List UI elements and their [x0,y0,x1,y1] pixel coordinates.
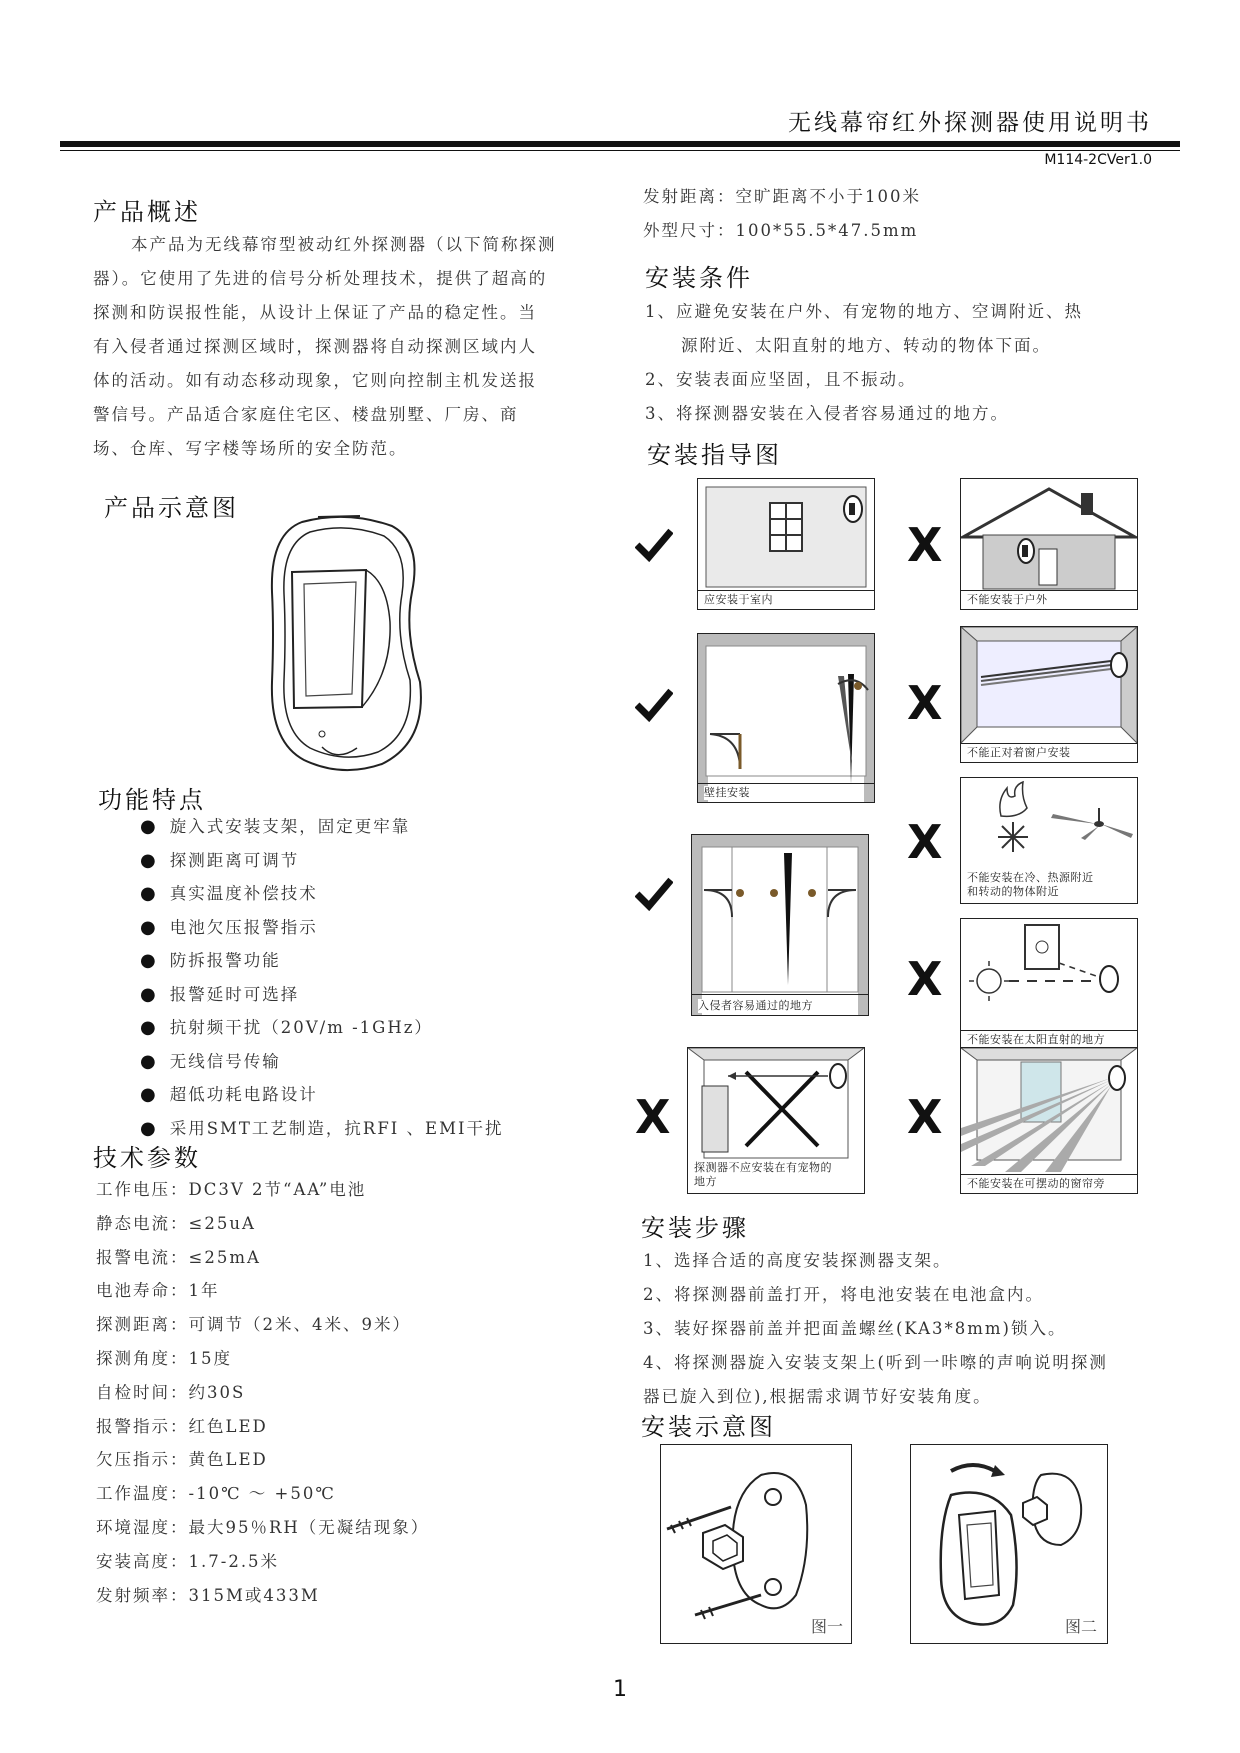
caption-multiline [694,1161,832,1189]
condition-line: 3、将探测器安装在入侵者容易通过的地方。 [645,404,1009,423]
feature-item: ● 采用SMT工艺制造，抗RFI 、EMI干扰 [140,1112,504,1146]
mount-diagram-heading: 安装示意图 [641,1413,776,1441]
spec-item: 工作温度：-10℃ ～ +50℃ [96,1484,336,1504]
specs-continued [643,180,921,248]
x-mark: X [907,676,943,730]
overview-line: 场、仓库、写字楼等场所的安全防范。 [93,439,408,458]
spec-item: 探测距离：可调节（2米、4米、9米） [96,1315,411,1335]
check-mark-icon [635,874,673,912]
mount-figure-2 [910,1444,1108,1644]
guide-panel-outdoor [960,478,1138,610]
feature-item: ● 电池欠压报警指示 [140,911,504,945]
features-list [140,810,504,1145]
overview-line: 体的活动。如有动态移动现象，它则向控制主机发送报 [93,371,537,390]
spec-item: 安装高度：1.7-2.5米 [96,1551,280,1571]
spec-item: 发射频率：315M或433M [96,1585,320,1605]
caption: 不能安装在可摆动的窗帘旁 [967,1177,1105,1190]
passage-illustration [692,835,868,1015]
product-diagram-heading: 产品示意图 [104,494,239,522]
conditions-text [645,295,1165,431]
caption: 地方 [694,1175,717,1188]
caption-divider [961,1174,1137,1175]
overview-line: 本产品为无线幕帘型被动红外探测器（以下简称探测 [131,235,557,254]
detector-product-drawing [262,512,432,774]
overview-line: 警信号。产品适合家庭住宅区、楼盘别墅、厂房、商 [93,405,519,424]
feature-item: ● 旋入式安装支架，固定更牢靠 [140,810,504,844]
overview-text [93,228,613,466]
feature-item: ● 探测距离可调节 [140,844,504,878]
spec-item: 发射距离：空旷距离不小于100米 [643,187,921,206]
steps-text [643,1244,1183,1414]
specs-list [96,1173,429,1612]
guide-panel-passage [691,834,869,1016]
spec-item: 外型尺寸：100*55.5*47.5mm [643,220,919,240]
guide-panel-indoor [697,478,875,610]
spec-item: 电池寿命：1年 [96,1281,220,1301]
model-number: M114-2CVer1.0 [1044,152,1152,168]
caption-divider [961,743,1137,744]
header-rule [60,141,1180,147]
spec-item: 报警指示：红色LED [96,1416,268,1436]
window-facing-illustration [961,627,1137,762]
condition-line: 1、应避免安装在户外、有宠物的地方、空调附近、热 [645,302,1083,321]
feature-item: ● 真实温度补偿技术 [140,877,504,911]
spec-item: 静态电流：≤25uA [96,1213,256,1233]
feature-item: ● 抗射频干扰（20V/m -1GHz） [140,1011,504,1045]
caption: 不能正对着窗户安装 [967,746,1071,759]
x-mark: X [907,815,943,869]
spec-item: 工作电压：DC3V 2节“AA”电池 [96,1180,367,1199]
header-rule-thin [60,150,1180,151]
check-mark-icon [635,525,673,563]
x-mark: X [635,1090,671,1144]
guide-panel-pet [687,1047,865,1194]
guide-panel-sun [960,918,1138,1050]
caption-multiline [967,871,1094,899]
caption-divider [698,783,874,784]
spec-item: 报警电流：≤25mA [96,1247,261,1267]
spec-item: 环境湿度：最大95％RH（无凝结现象） [96,1517,430,1537]
caption: 应安装于室内 [704,593,773,606]
condition-line: 2、安装表面应坚固，且不振动。 [645,370,917,389]
caption: 探测器不应安装在有宠物的 [694,1161,832,1174]
x-mark: X [907,1090,943,1144]
figure-label: 图一 [810,1617,843,1636]
spec-item: 自检时间：约30S [96,1382,246,1402]
overview-line: 器）。它使用了先进的信号分析处理技术，提供了超高的 [93,269,548,288]
step-line: 3、装好探器前盖并把面盖螺丝(KA3*8mm)锁入。 [643,1319,1067,1338]
caption-divider [961,590,1137,591]
caption-divider [692,994,868,995]
caption: 不能安装在太阳直射的地方 [967,1033,1105,1046]
x-mark: X [907,518,943,572]
steps-heading: 安装步骤 [641,1214,749,1242]
step-line: 4、将探测器旋入安装支架上(听到一咔嚓的声响说明探测 [643,1353,1108,1372]
guide-panel-wall [697,633,875,803]
overview-heading: 产品概述 [93,198,201,226]
spec-item: 探测角度：15度 [96,1348,232,1368]
caption: 入侵者容易通过的地方 [698,999,813,1012]
step-line: 器已旋入到位),根据需求调节好安装角度。 [643,1387,992,1406]
feature-item: ● 超低功耗电路设计 [140,1078,504,1112]
caption: 壁挂安装 [704,786,750,799]
spec-item: 欠压指示：黄色LED [96,1450,268,1470]
caption-divider [961,1030,1137,1031]
step-line: 2、将探测器前盖打开，将电池安装在电池盒内。 [643,1285,1044,1304]
caption-divider [698,590,874,591]
conditions-heading: 安装条件 [645,264,753,292]
feature-item: ● 无线信号传输 [140,1045,504,1079]
figure-label: 图二 [1064,1617,1097,1636]
document-title: 无线幕帘红外探测器使用说明书 [788,110,1152,136]
overview-line: 探测和防误报性能，从设计上保证了产品的稳定性。当 [93,303,537,322]
guide-heading: 安装指导图 [647,441,782,469]
page-number: 1 [613,1677,627,1702]
condition-line: 源附近、太阳直射的地方、转动的物体下面。 [681,336,1051,355]
curtain-illustration [961,1048,1137,1193]
caption: 不能安装在冷、热源附近 [967,871,1094,884]
caption: 不能安装于户外 [967,593,1048,606]
guide-panel-heat [960,777,1138,904]
specs-heading: 技术参数 [93,1144,201,1172]
check-mark-icon [635,685,673,723]
guide-panel-window [960,626,1138,763]
wall-mount-illustration [698,634,874,802]
step-line: 1、选择合适的高度安装探测器支架。 [643,1251,952,1270]
mount-figure-1 [660,1444,852,1644]
overview-line: 有入侵者通过探测区域时，探测器将自动探测区域内人 [93,337,537,356]
feature-item: ● 报警延时可选择 [140,978,504,1012]
caption: 和转动的物体附近 [967,885,1059,898]
feature-item: ● 防拆报警功能 [140,944,504,978]
x-mark: X [907,952,943,1006]
guide-panel-curtain [960,1047,1138,1194]
features-heading: 功能特点 [98,786,206,814]
